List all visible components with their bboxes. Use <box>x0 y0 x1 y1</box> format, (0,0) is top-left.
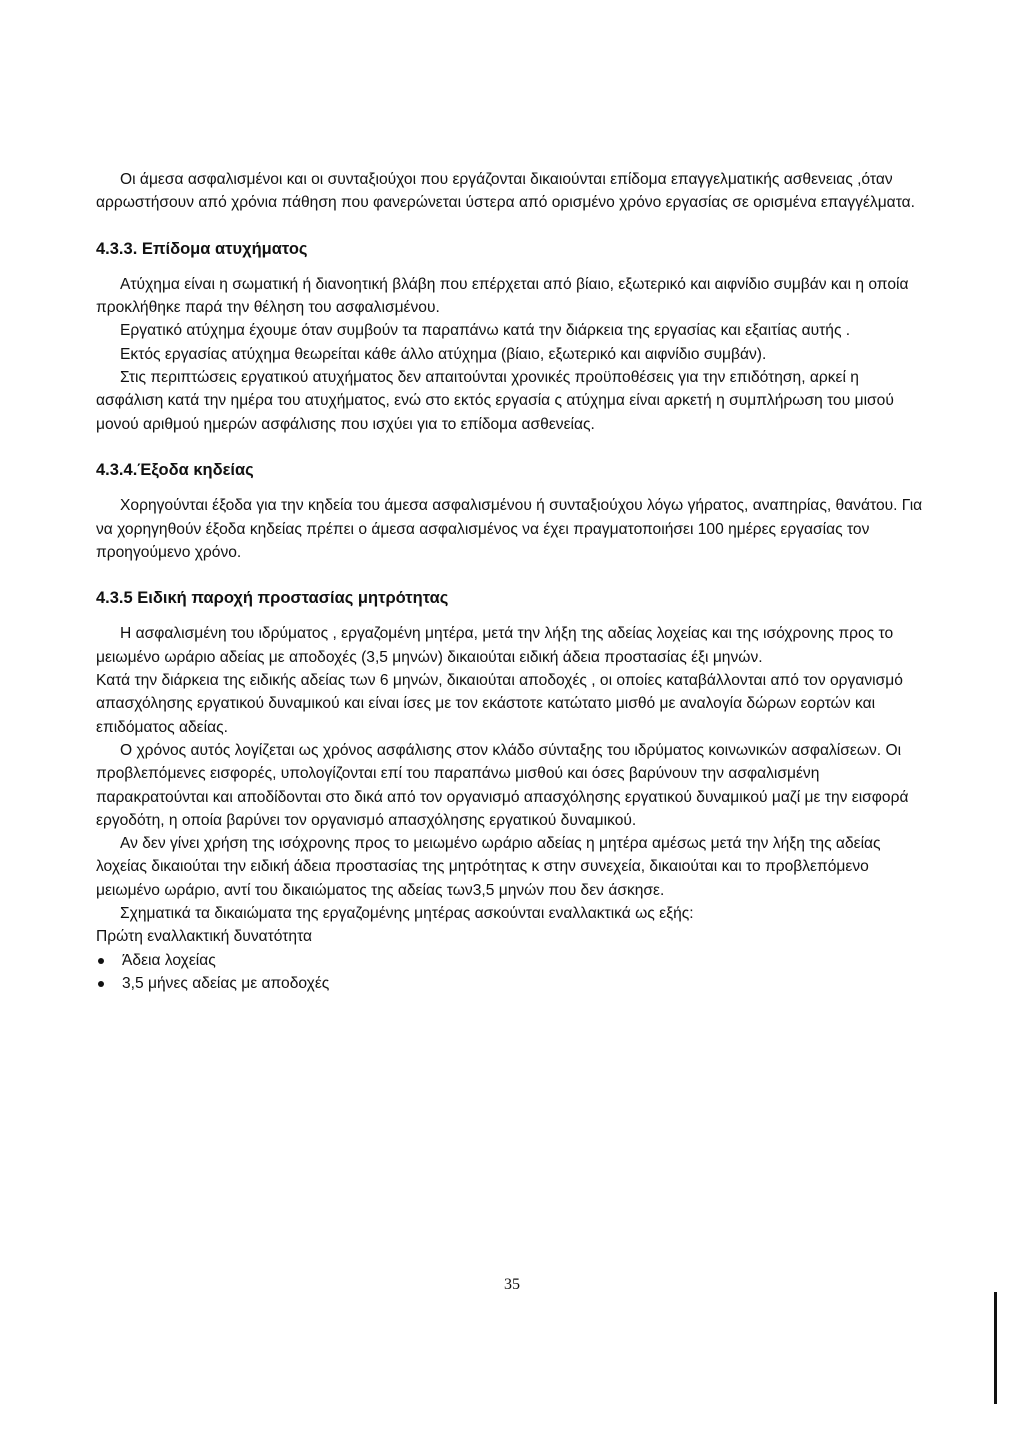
paragraph-maternity-insurance-time: Ο χρόνος αυτός λογίζεται ως χρόνος ασφάλισης στον κλάδο σύνταξης του ιδρύματος κοινωνικών ασφαλίσεων. Οι προβλεπόμενες εισφορές, υπολογίζονται επί του παραπάνω μισθού και όσες βαρύνουν την ασφαλισμένη παρακρατούνται και αποδίδονται στο δικά από τον οργανισμό απασχόλησης εργατικού δυναμικού μαζί με την εισφορά εργοδότη, η οποία βαρύνει τον οργανισμό απασχόλησης εργατικού δυναμικού. <box>96 741 909 829</box>
intro-paragraph: Οι άμεσα ασφαλισμένοι και οι συνταξιούχοι που εργάζονται δικαιούνται επίδομα επαγγελματικής ασθενειας ,όταν αρρωστήσουν από χρόνια πάθηση που φανερώνεται ύστερα από ορισμένο χρόνο εργασίας σε ορισμένα επαγγέλματα. <box>96 171 915 212</box>
section-heading-funeral-expenses: 4.3.4.Έξοδα κηδείας <box>96 460 254 479</box>
page-number: 35 <box>504 1276 520 1293</box>
paragraph-maternity-leave: Η ασφαλισμένη του ιδρύματος , εργαζομένη μητέρα, μετά την λήξη της αδείας λοχείας και της ισόχρονης προς το μειωμένο ωράριο αδείας με αποδοχές (3,5 μηνών) δικαιούται ειδική άδεια προστασίας έξι μηνών. <box>96 625 894 666</box>
bullet-icon <box>98 981 104 987</box>
paragraph-maternity-reduced-hours: Αν δεν γίνει χρήση της ισόχρονης προς το μειωμένο ωράριο αδείας η μητέρα αμέσως μετά την λήξη της αδείας λοχείας δικαιούται την ειδική άδεια προστασίας της μητρότητας κ στην συνεχεία, δικαιούται και το προβλεπόμενο μειωμένο ωράριο, αντί του δικαιώματος της αδείας των3,5 μηνών που δεν άσκησε. <box>96 835 881 899</box>
list-item <box>96 949 926 972</box>
paragraph-funeral-expenses: Χορηγούνται έξοδα για την κηδεία του άμεσα ασφαλισμένου ή συνταξιούχου λόγω γήρατος, αναπηρίας, θανάτου. Για να χορηγηθούν έξοδα κηδείας πρέπει ο άμεσα ασφαλισμένος να έχει πραγματοποιήσει 100 ημέρες εργασίας τον προηγούμενο χρόνο. <box>96 497 923 561</box>
list-item <box>96 972 926 995</box>
bullet-icon <box>98 958 104 964</box>
paragraph-maternity-benefits: Κατά την διάρκεια της ειδικής αδείας των 6 μηνών, δικαιούται αποδοχές , οι οποίες καταβάλλονται από τον οργανισμό απασχόλησης εργατικού δυναμικού και είναι ίσες με τον εκάστοτε κατώτατο μισθό με αναλογία δώρων εορτών και επιδόματος αδείας. <box>96 672 903 736</box>
list-item-text: Άδεια λοχείας <box>122 951 216 969</box>
paragraph-accident-conditions: Στις περιπτώσεις εργατικού ατυχήματος δεν απαιτούνται χρονικές προϋποθέσεις για την επιδότηση, αρκεί η ασφάλιση κατά την ημέρα του ατυχήματος, ενώ στο εκτός εργασία ς ατύχημα είναι αρκετή η συμπλήρωση του μισού μονού αριθμού ημερών ασφάλισης που ισχύει για το επίδομα ασθενείας. <box>96 369 894 433</box>
section-heading-maternity-protection: 4.3.5 Ειδική παροχή προστασίας μητρότητας <box>96 589 449 608</box>
scan-edge-line <box>994 1292 997 1404</box>
paragraph-accident-definition: Ατύχημα είναι η σωματική ή διανοητική βλάβη που επέρχεται από βίαιο, εξωτερικό και αιφνίδιο συμβάν και η οποία προκλήθηκε παρά την θέληση του ασφαλισμένου. <box>96 275 909 317</box>
paragraph-maternity-alternatives: Σχηματικά τα δικαιώματα της εργαζομένης μητέρας ασκούνται εναλλακτικά ως εξής: <box>120 905 694 923</box>
alternatives-list <box>96 949 926 996</box>
section-heading-accident-allowance: 4.3.3. Επίδομα ατυχήματος <box>96 239 308 258</box>
paragraph-work-accident: Εργατικό ατύχημα έχουμε όταν συμβούν τα παραπάνω κατά την διάρκεια της εργασίας και εξαιτίας αυτής . <box>120 322 851 340</box>
list-item-text: 3,5 μήνες αδείας με αποδοχές <box>122 974 330 992</box>
paragraph-non-work-accident: Εκτός εργασίας ατύχημα θεωρείται κάθε άλλο ατύχημα (βίαιο, εξωτερικό και αιφνίδιο συμβάν). <box>120 345 767 363</box>
alternative-title: Πρώτη εναλλακτική δυνατότητα <box>96 928 313 946</box>
document-page <box>96 168 926 995</box>
